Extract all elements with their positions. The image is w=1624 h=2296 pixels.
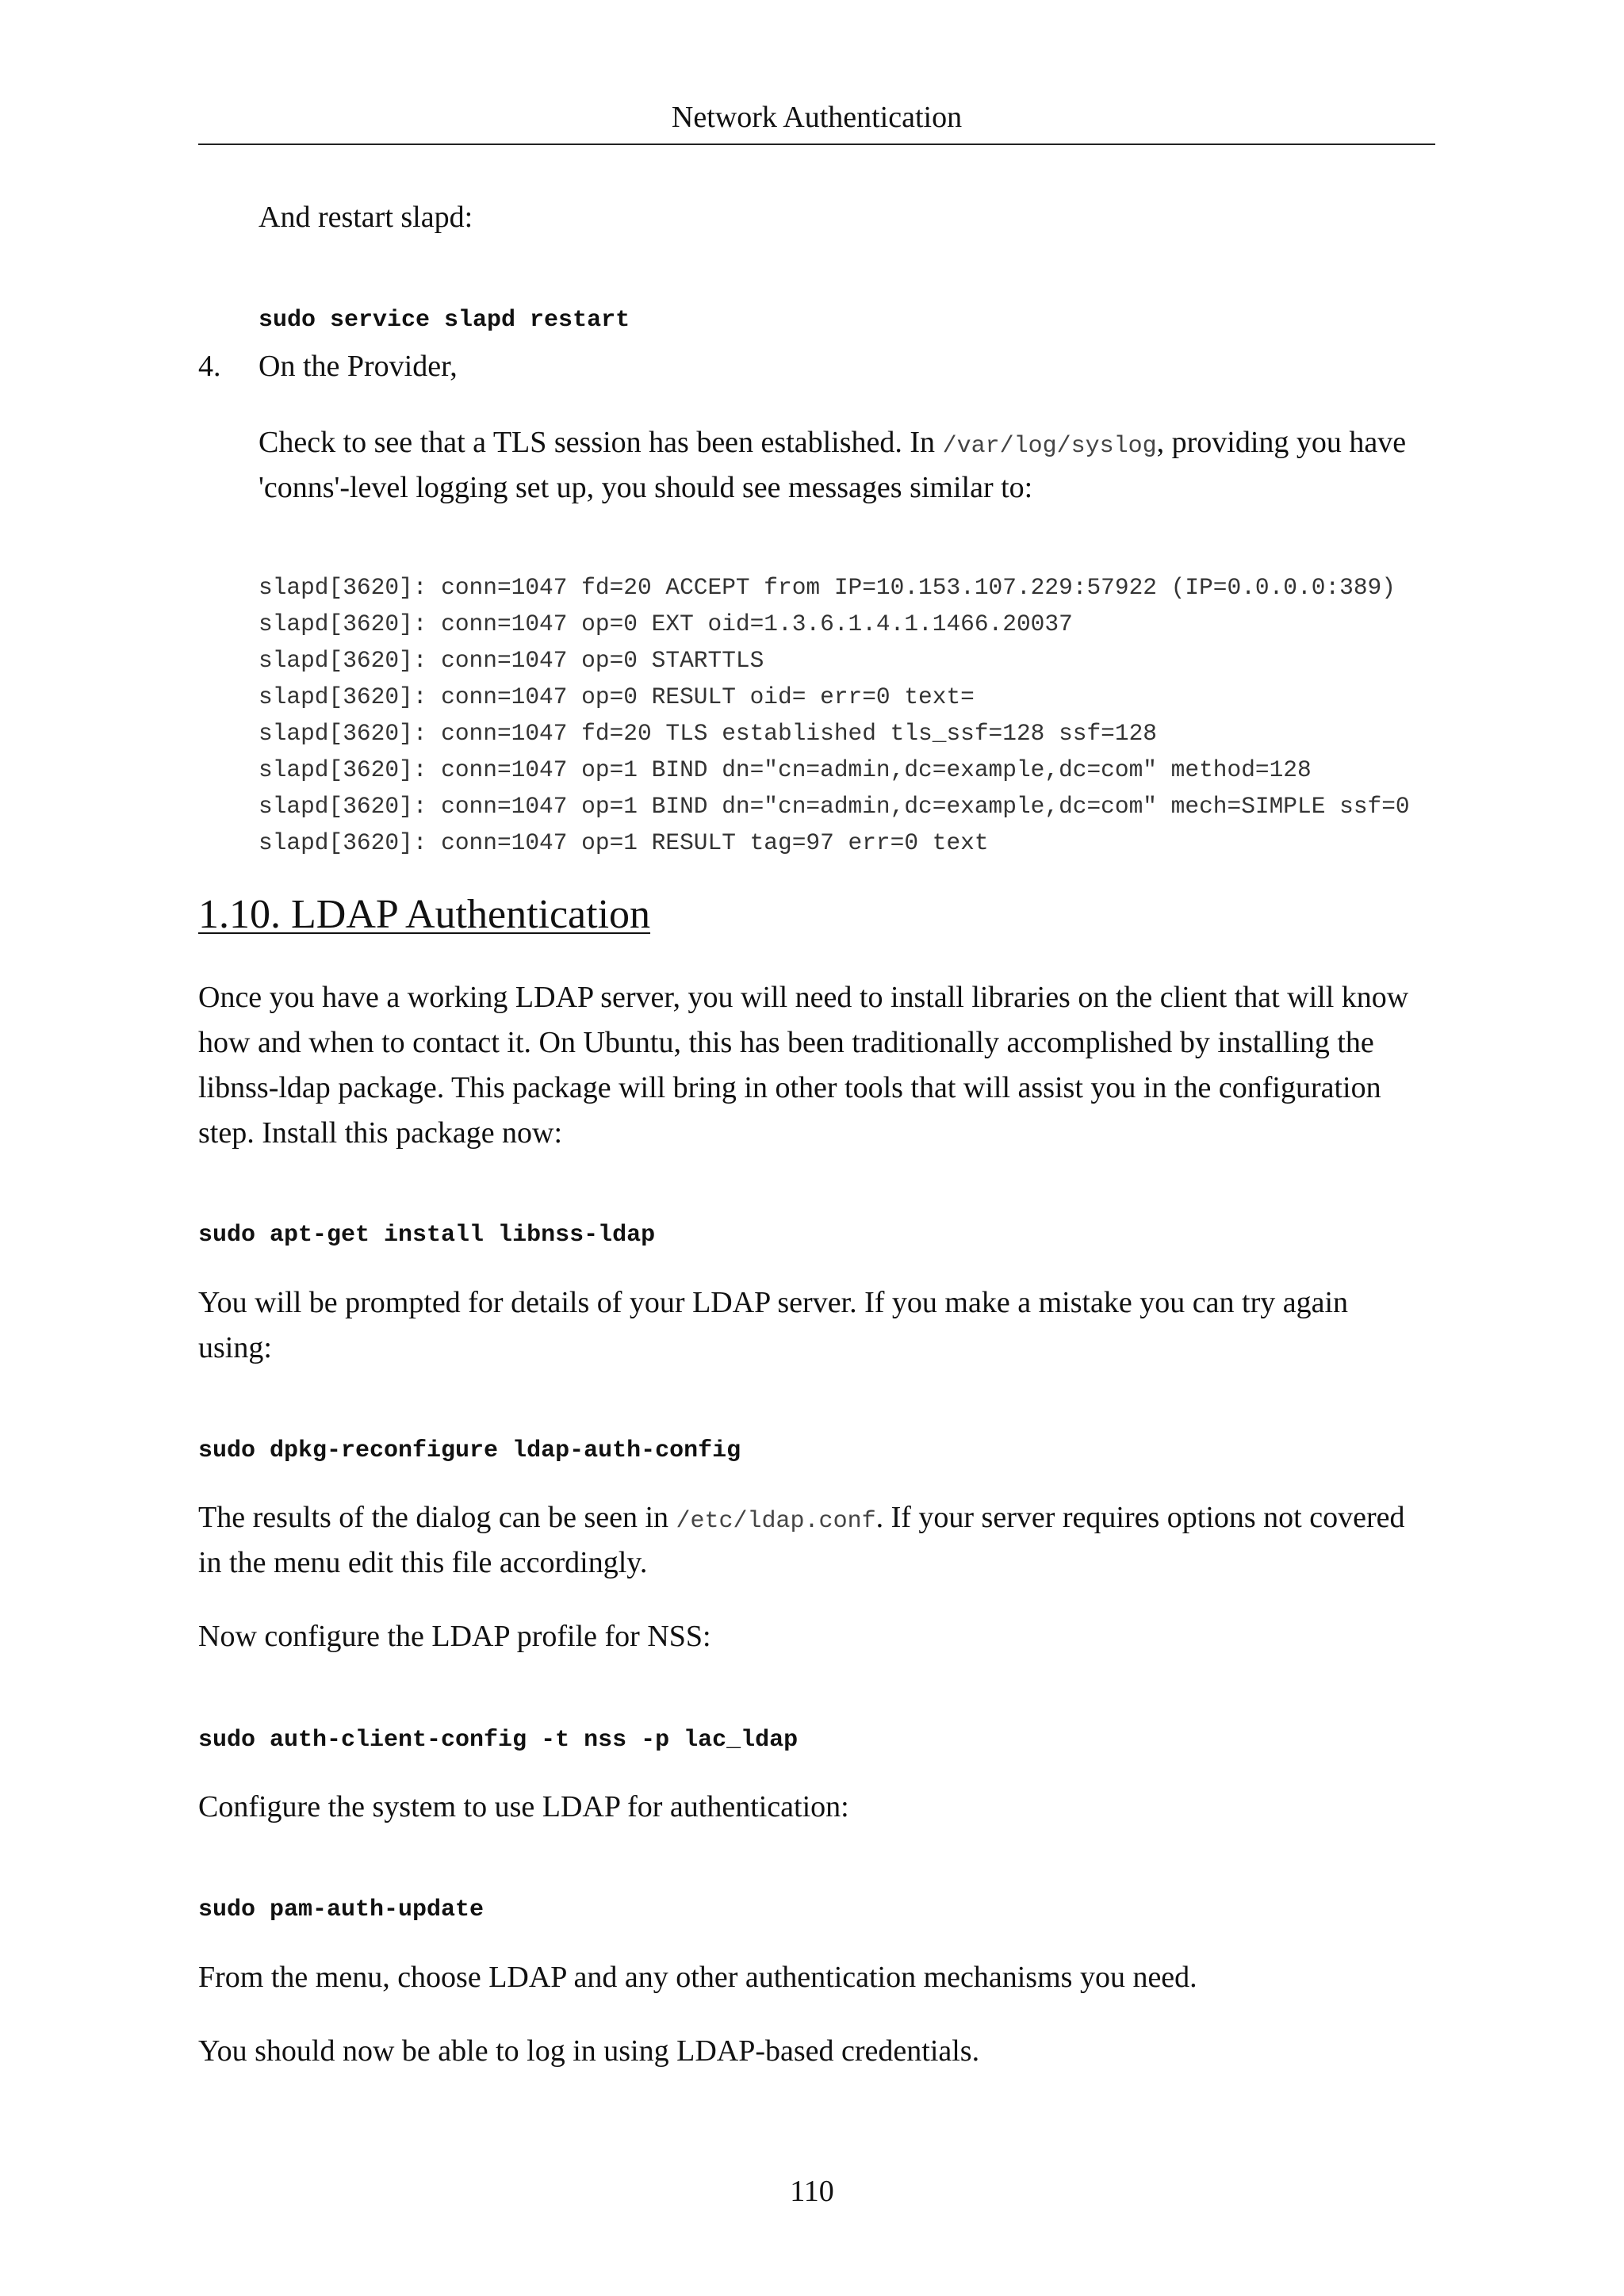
tls-check-text-start: Check to see that a TLS session has been established. In	[259, 426, 943, 459]
page-number: 110	[790, 2175, 834, 2208]
log-line: slapd[3620]: conn=1047 op=0 STARTTLS	[259, 647, 764, 674]
running-header: Network Authentication	[671, 101, 963, 134]
install-command: sudo apt-get install libnss-ldap	[198, 1222, 656, 1249]
paragraph-line: step. Install this package now:	[198, 1116, 563, 1150]
section-heading: 1.10. LDAP Authentication	[198, 892, 651, 937]
header-rule	[198, 144, 1435, 145]
reconfigure-command: sudo dpkg-reconfigure ldap-auth-config	[198, 1437, 741, 1464]
results-text-start: The results of the dialog can be seen in	[198, 1501, 676, 1534]
syslog-path: /var/log/syslog	[942, 433, 1157, 460]
restart-intro-text: And restart slapd:	[259, 201, 473, 234]
tls-check-paragraph-line1	[259, 420, 1406, 469]
paragraph-line: using:	[198, 1331, 272, 1364]
paragraph-line: Configure the system to use LDAP for authentication:	[198, 1790, 849, 1823]
tls-check-text-end: , providing you have	[1156, 426, 1407, 459]
results-text-end: . If your server requires options not covered	[875, 1501, 1405, 1534]
paragraph-line: Once you have a working LDAP server, you will need to install libraries on the client that will know	[198, 981, 1409, 1014]
log-line: slapd[3620]: conn=1047 fd=20 TLS established tls_ssf=128 ssf=128	[259, 720, 1157, 747]
paragraph-line: libnss-ldap package. This package will bring in other tools that will assist you in the configuration	[198, 1071, 1381, 1104]
paragraph-line: Now configure the LDAP profile for NSS:	[198, 1620, 711, 1653]
paragraph-line: in the menu edit this file accordingly.	[198, 1546, 648, 1579]
paragraph-line: how and when to contact it. On Ubuntu, this has been traditionally accomplished by installing the	[198, 1026, 1374, 1059]
log-line: slapd[3620]: conn=1047 fd=20 ACCEPT from IP=10.153.107.229:57922 (IP=0.0.0.0:389)	[259, 574, 1396, 601]
syslog-output-block	[259, 569, 1410, 861]
log-line: slapd[3620]: conn=1047 op=1 BIND dn="cn=admin,dc=example,dc=com" method=128	[259, 756, 1312, 783]
step-provider-text: On the Provider,	[259, 350, 458, 383]
tls-check-paragraph-line2: 'conns'-level logging set up, you should see messages similar to:	[259, 471, 1033, 504]
paragraph-line: You should now be able to log in using LDAP-based credentials.	[198, 2034, 980, 2068]
ldap-conf-path: /etc/ldap.conf	[676, 1508, 876, 1535]
paragraph-line: From the menu, choose LDAP and any other authentication mechanisms you need.	[198, 1961, 1197, 1994]
restart-command: sudo service slapd restart	[259, 307, 630, 334]
log-line: slapd[3620]: conn=1047 op=1 RESULT tag=97 err=0 text	[259, 829, 989, 856]
pam-auth-update-command: sudo pam-auth-update	[198, 1896, 485, 1923]
list-item-number: 4.	[198, 350, 221, 383]
log-line: slapd[3620]: conn=1047 op=0 EXT oid=1.3.6.1.4.1.1466.20037	[259, 610, 1073, 637]
paragraph-line	[198, 1495, 1404, 1544]
auth-client-config-command: sudo auth-client-config -t nss -p lac_ldap	[198, 1727, 799, 1754]
log-line: slapd[3620]: conn=1047 op=0 RESULT oid= err=0 text=	[259, 683, 975, 710]
paragraph-line: You will be prompted for details of your LDAP server. If you make a mistake you can try again	[198, 1286, 1349, 1319]
log-line: slapd[3620]: conn=1047 op=1 BIND dn="cn=admin,dc=example,dc=com" mech=SIMPLE ssf=0	[259, 793, 1410, 820]
